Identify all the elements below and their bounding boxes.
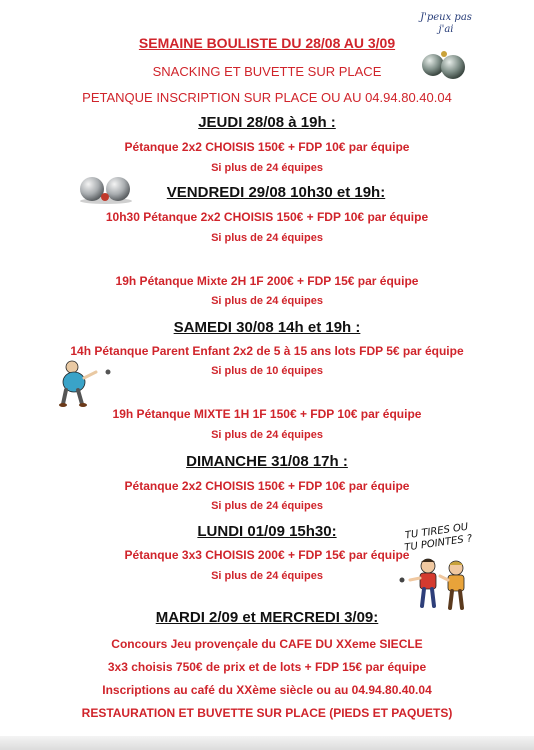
day-title-lundi: LUNDI 01/09 15h30: <box>197 523 337 540</box>
event-samedi-2: 19h Pétanque MIXTE 1H 1F 150€ + FDP 10€ par équipe <box>112 407 422 421</box>
event-mardi-line-3: Inscriptions au café du XXème siècle ou au 04.94.80.40.04 <box>102 683 432 697</box>
event-lundi-1: Pétanque 3x3 CHOISIS 200€ + FDP 15€ par équipe <box>124 548 410 562</box>
day-title-jeudi: JEUDI 28/08 à 19h : <box>198 114 336 131</box>
day-title-samedi: SAMEDI 30/08 14h et 19h : <box>173 319 361 336</box>
event-dimanche-1-note: Si plus de 24 équipes <box>211 500 323 512</box>
event-dimanche-1: Pétanque 2x2 CHOISIS 150€ + FDP 10€ par équipe <box>124 479 410 493</box>
event-lundi-1-note: Si plus de 24 équipes <box>211 570 323 582</box>
event-mardi-line-1: Concours Jeu provençale du CAFE DU XXeme SIECLE <box>111 637 423 651</box>
event-vendredi-2-note: Si plus de 24 équipes <box>211 295 323 307</box>
players-cartoon-icon <box>398 556 478 612</box>
header-snacking: SNACKING ET BUVETTE SUR PLACE <box>152 64 382 79</box>
event-vendredi-1: 10h30 Pétanque 2x2 CHOISIS 150€ + FDP 10€ par équipe <box>105 210 429 224</box>
event-samedi-1: 14h Pétanque Parent Enfant 2x2 de 5 à 15 ans lots FDP 5€ par équipe <box>70 344 464 358</box>
event-samedi-1-note: Si plus de 10 équipes <box>211 365 323 377</box>
day-title-mardi-mercredi: MARDI 2/09 et MERCREDI 3/09: <box>155 609 379 626</box>
event-jeudi-1: Pétanque 2x2 CHOISIS 150€ + FDP 10€ par équipe <box>124 140 410 154</box>
event-mardi-line-2: 3x3 choisis 750€ de prix et de lots + FDP 15€ par équipe <box>107 660 427 674</box>
header-inscription: PETANQUE INSCRIPTION SUR PLACE OU AU 04.94.80.40.04 <box>82 90 452 105</box>
page-bottom-edge <box>0 736 534 750</box>
event-vendredi-2: 19h Pétanque Mixte 2H 1F 200€ + FDP 15€ par équipe <box>115 274 419 288</box>
event-jeudi-1-note: Si plus de 24 équipes <box>211 162 323 174</box>
page-title: SEMAINE BOULISTE DU 28/08 AU 3/09 <box>138 35 396 51</box>
event-vendredi-1-note: Si plus de 24 équipes <box>211 232 323 244</box>
day-title-dimanche: DIMANCHE 31/08 17h : <box>186 453 348 470</box>
player-icon <box>56 358 114 410</box>
event-samedi-2-note: Si plus de 24 équipes <box>211 429 323 441</box>
day-title-vendredi: VENDREDI 29/08 10h30 et 19h: <box>166 184 386 201</box>
logo-text: J'peux pas j'ai <box>420 12 472 35</box>
speech-bubble-text: TU TIRES OU TU POINTES ? <box>403 521 473 554</box>
event-mardi-line-4: RESTAURATION ET BUVETTE SUR PLACE (PIEDS ET PAQUETS) <box>81 706 453 720</box>
